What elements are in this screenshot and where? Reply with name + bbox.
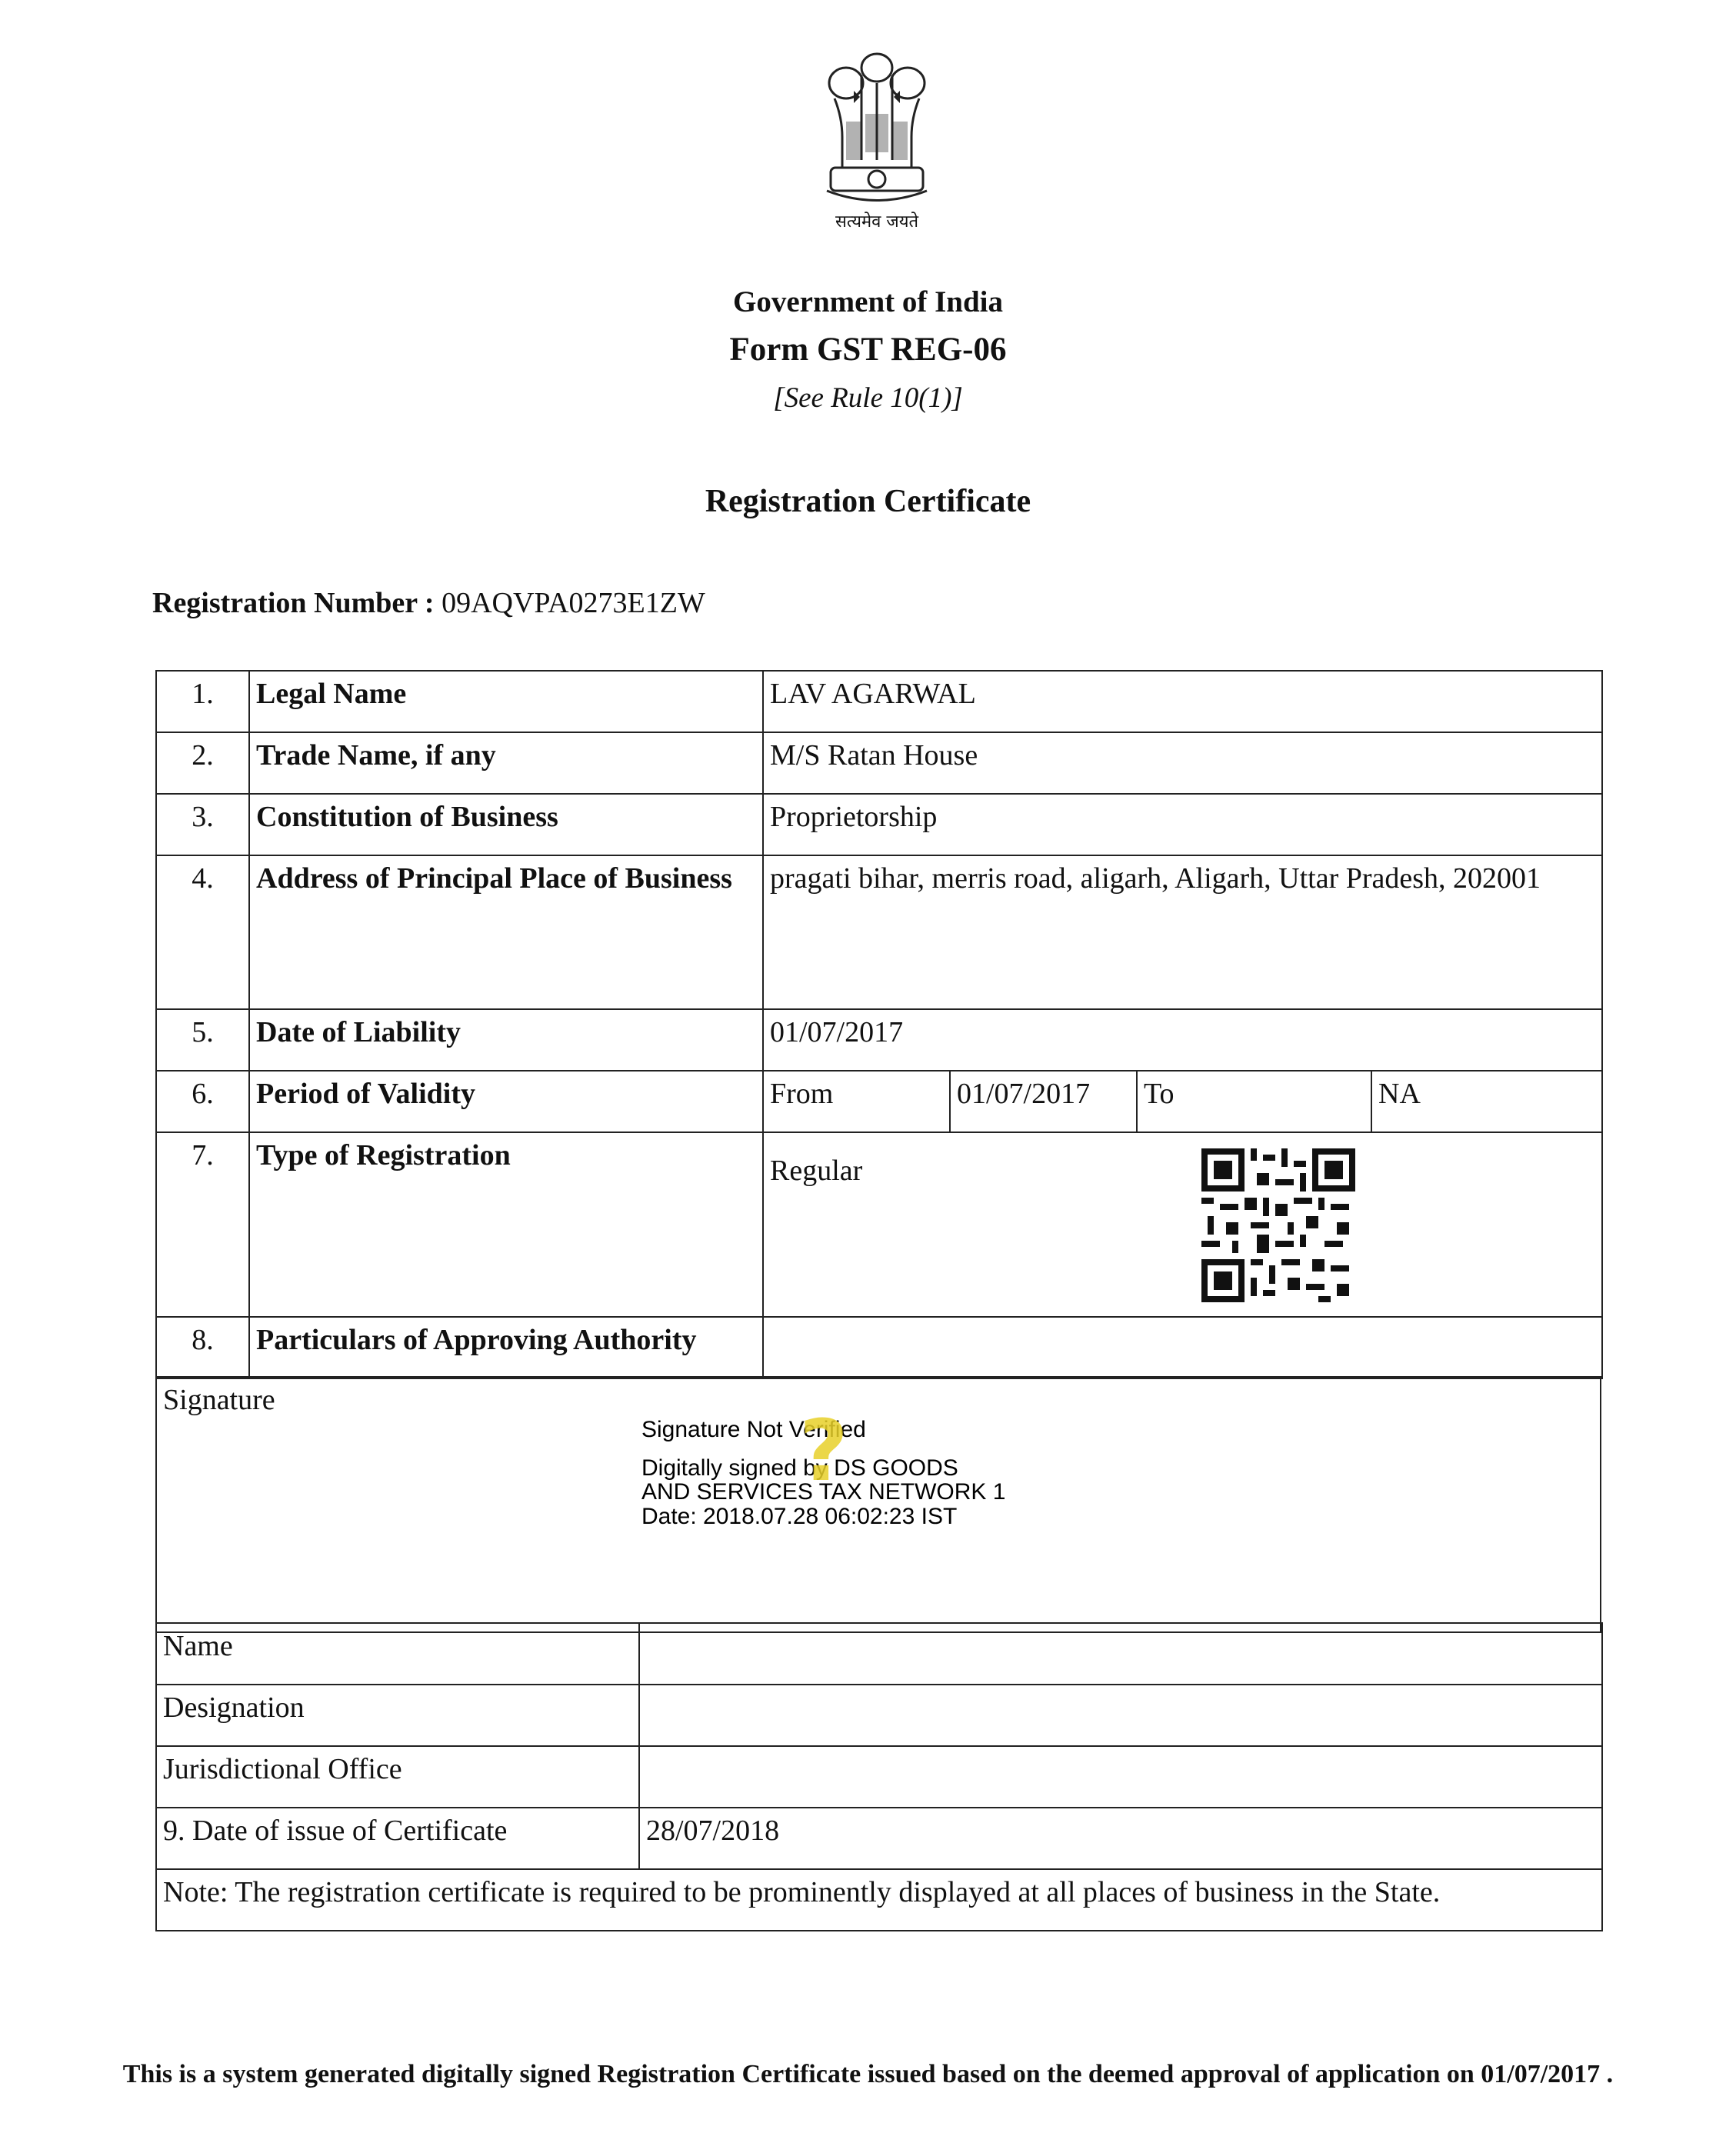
row-label: Particulars of Approving Authority bbox=[249, 1317, 763, 1378]
government-heading: Government of India bbox=[733, 285, 1003, 318]
legal-name-value: LAV AGARWAL bbox=[763, 671, 1602, 732]
row-label: Trade Name, if any bbox=[249, 732, 763, 794]
table-row bbox=[156, 1071, 1602, 1132]
registration-details-table bbox=[155, 670, 1603, 1379]
row-number: 8. bbox=[156, 1317, 249, 1378]
signature-line-3: Date: 2018.07.28 06:02:23 IST bbox=[641, 1503, 958, 1529]
form-heading: Form GST REG-06 bbox=[729, 332, 1007, 368]
signature-unverified-icon: ? bbox=[799, 1401, 848, 1500]
validity-to-label: To bbox=[1137, 1071, 1371, 1132]
row-number: 1. bbox=[156, 671, 249, 732]
signature-label: Signature bbox=[163, 1384, 275, 1416]
row-label: Constitution of Business bbox=[249, 794, 763, 855]
signature-line-2: AND SERVICES TAX NETWORK 1 bbox=[641, 1479, 1006, 1505]
row-number: 7. bbox=[156, 1132, 249, 1317]
footer-statement: This is a system generated digitally signed Registration Certificate issued based on the deemed approval of application on 01/07/2017 . bbox=[122, 2060, 1614, 2088]
registration-number-value: 09AQVPA0273E1ZW bbox=[441, 587, 705, 619]
address-value: pragati bihar, merris road, aligarh, Aligarh, Uttar Pradesh, 202001 bbox=[763, 855, 1602, 1009]
row-number: 5. bbox=[156, 1009, 249, 1071]
validity-from-label: From bbox=[763, 1071, 950, 1132]
row-label: Type of Registration bbox=[249, 1132, 763, 1317]
rule-reference: [See Rule 10(1)] bbox=[773, 382, 963, 414]
registration-number-line bbox=[152, 586, 705, 620]
row-label: Period of Validity bbox=[249, 1071, 763, 1132]
certificate-title: Registration Certificate bbox=[705, 484, 1031, 519]
trade-name-value: M/S Ratan House bbox=[763, 732, 1602, 794]
table-row bbox=[156, 671, 1602, 732]
table-row bbox=[156, 1317, 1602, 1378]
designation-value bbox=[639, 1685, 1602, 1746]
signature-cell bbox=[156, 1377, 1601, 1632]
registration-number-label: Registration Number : bbox=[152, 587, 435, 619]
table-row bbox=[156, 794, 1602, 855]
date-of-liability-value: 01/07/2017 bbox=[763, 1009, 1602, 1071]
signature-table bbox=[155, 1376, 1601, 1633]
table-row bbox=[156, 732, 1602, 794]
issue-date-label: 9. Date of issue of Certificate bbox=[156, 1808, 639, 1869]
jurisdictional-office-label: Jurisdictional Office bbox=[156, 1746, 639, 1808]
authority-table bbox=[155, 1622, 1603, 1931]
validity-from-value: 01/07/2017 bbox=[950, 1071, 1137, 1132]
issue-date-value: 28/07/2018 bbox=[639, 1808, 1602, 1869]
signature-status: Signature Not Verified bbox=[641, 1417, 866, 1442]
name-label: Name bbox=[156, 1623, 639, 1685]
table-row bbox=[156, 855, 1602, 1009]
registration-type-cell bbox=[763, 1132, 1602, 1317]
table-row bbox=[156, 1132, 1602, 1317]
row-number: 6. bbox=[156, 1071, 249, 1132]
row-number: 4. bbox=[156, 855, 249, 1009]
table-row bbox=[156, 1746, 1602, 1808]
row-label: Legal Name bbox=[249, 671, 763, 732]
name-value bbox=[639, 1623, 1602, 1685]
national-emblem-icon bbox=[811, 45, 942, 214]
display-note: Note: The registration certificate is required to be prominently displayed at all places of business in the State. bbox=[156, 1869, 1602, 1931]
table-row bbox=[156, 1808, 1602, 1869]
registration-type-value: Regular bbox=[770, 1155, 863, 1187]
designation-label: Designation bbox=[156, 1685, 639, 1746]
table-row bbox=[156, 1623, 1602, 1685]
approving-authority-value bbox=[763, 1317, 1602, 1378]
row-label: Address of Principal Place of Business bbox=[249, 855, 763, 1009]
table-row bbox=[156, 1009, 1602, 1071]
table-row bbox=[156, 1685, 1602, 1746]
row-number: 2. bbox=[156, 732, 249, 794]
jurisdictional-office-value bbox=[639, 1746, 1602, 1808]
row-label: Date of Liability bbox=[249, 1009, 763, 1071]
table-row bbox=[156, 1869, 1602, 1931]
qr-code-icon bbox=[1201, 1148, 1355, 1302]
row-number: 3. bbox=[156, 794, 249, 855]
validity-to-value: NA bbox=[1371, 1071, 1602, 1132]
emblem-motto: सत्यमेव जयते bbox=[835, 212, 919, 232]
constitution-value: Proprietorship bbox=[763, 794, 1602, 855]
signature-line-1: Digitally signed by DS GOODS bbox=[641, 1455, 958, 1481]
